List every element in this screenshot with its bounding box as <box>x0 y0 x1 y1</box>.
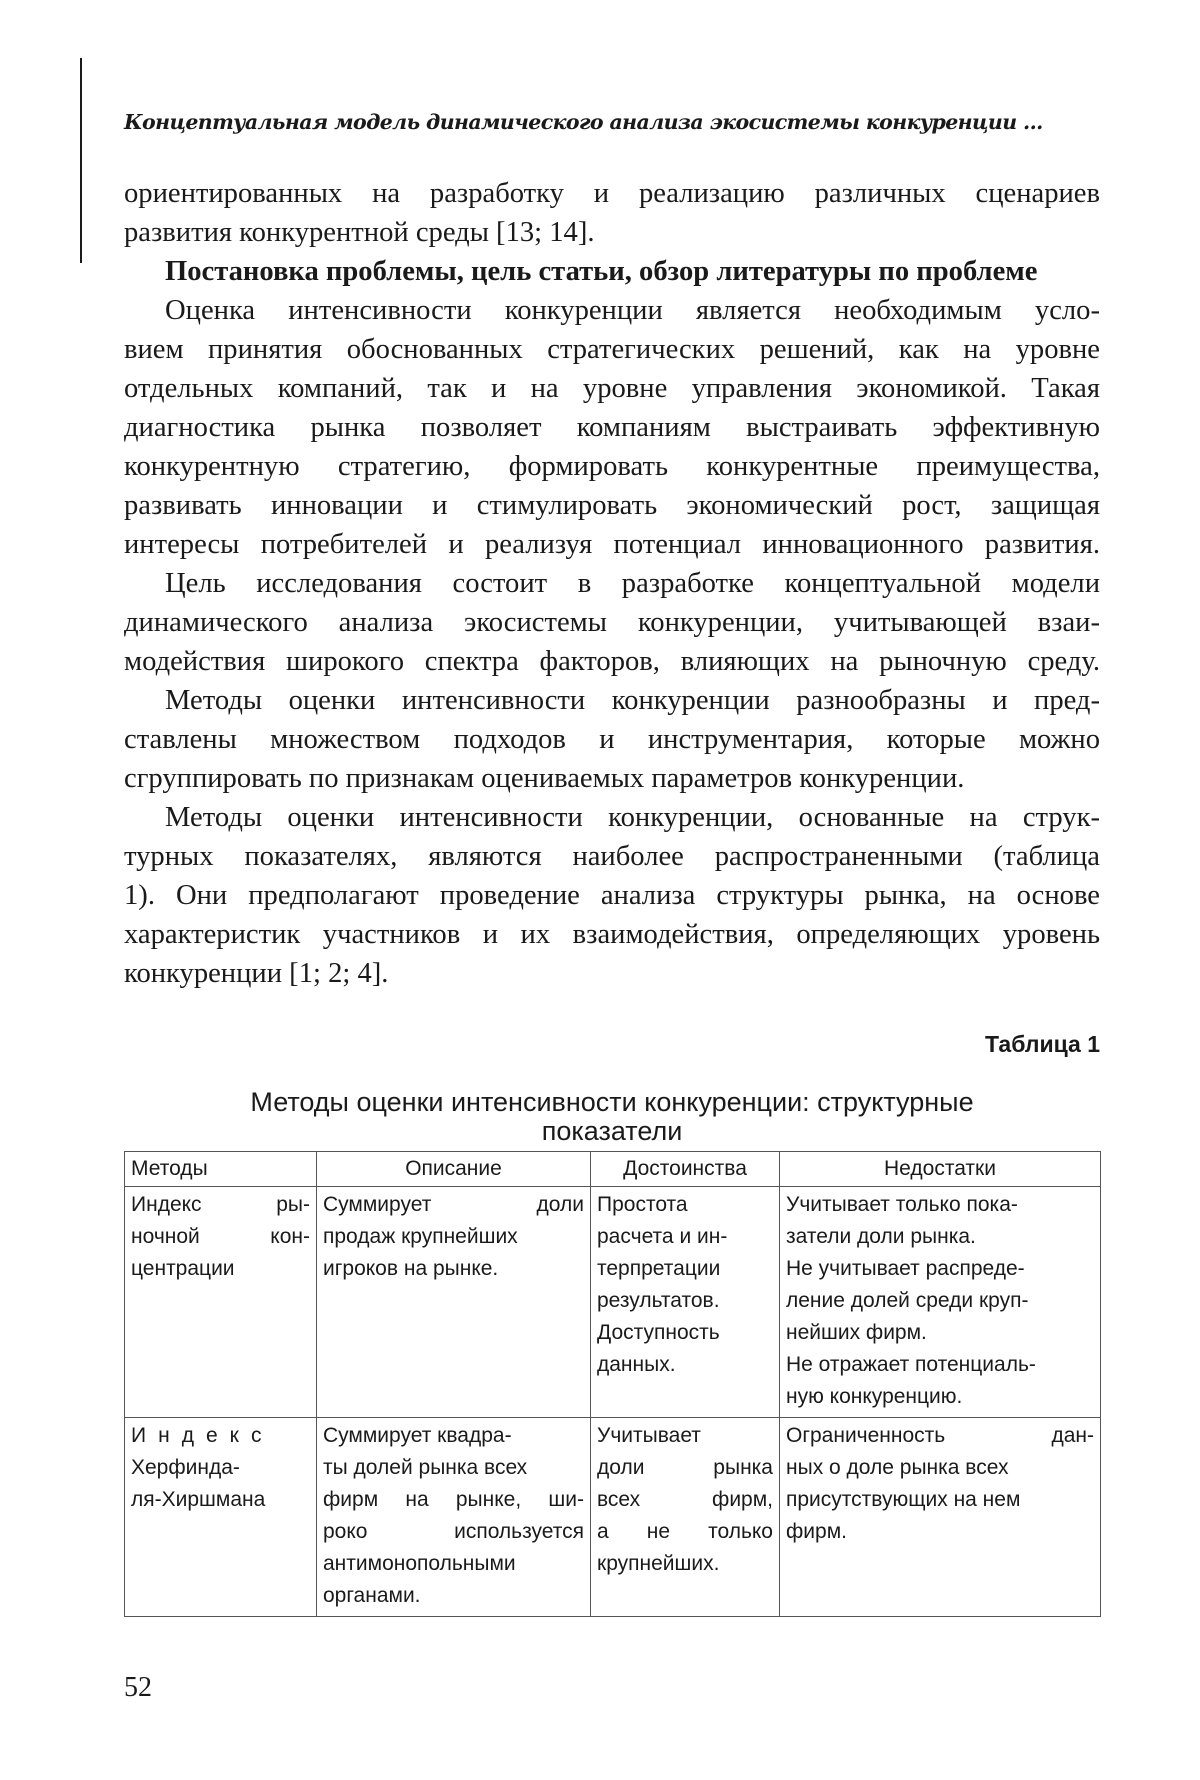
cell-method <box>125 1187 317 1418</box>
cell-line: Херфинда- <box>131 1452 310 1484</box>
cell-line: результатов. <box>597 1285 773 1317</box>
cell-line: фирм. <box>786 1516 1094 1548</box>
cell-line: ля-Хиршмана <box>131 1484 310 1516</box>
cell-line: Индекс ры- <box>131 1189 310 1221</box>
column-header-methods: Методы <box>125 1152 317 1187</box>
cell-line: Не отражает потенциаль- <box>786 1349 1094 1381</box>
cell-disadvantages <box>780 1418 1101 1617</box>
text-line: ставлены множеством подходов и инструментария, которые можно <box>124 720 1100 759</box>
cell-line: присутствующих на нем <box>786 1484 1094 1516</box>
table-header-row <box>125 1152 1101 1187</box>
cell-line: нейших фирм. <box>786 1317 1094 1349</box>
cell-advantages <box>591 1418 780 1617</box>
cell-line: ночной кон- <box>131 1221 310 1253</box>
section-heading: Постановка проблемы, цель статьи, обзор литературы по проблеме <box>124 252 1100 291</box>
cell-line: затели доли рынка. <box>786 1221 1094 1253</box>
cell-line: Не учитывает распреде- <box>786 1253 1094 1285</box>
text-line: Методы оценки интенсивности конкуренции, основанные на струк- <box>124 798 1100 837</box>
text-line: сгруппировать по признакам оцениваемых параметров конкуренции. <box>124 759 1100 798</box>
margin-rule <box>80 58 82 263</box>
cell-line: игроков на рынке. <box>323 1253 584 1285</box>
text-line: модействия широкого спектра факторов, влияющих на рыночную среду. <box>124 642 1100 681</box>
column-header-description: Описание <box>317 1152 591 1187</box>
cell-advantages <box>591 1187 780 1418</box>
cell-line: а не только <box>597 1516 773 1548</box>
cell-disadvantages <box>780 1187 1101 1418</box>
cell-line: антимонопольными <box>323 1548 584 1580</box>
cell-line: Индекс <box>131 1420 310 1452</box>
cell-line: ты долей рынка всех <box>323 1452 584 1484</box>
methods-table <box>124 1151 1101 1617</box>
table-caption <box>124 1088 1100 1146</box>
cell-line: терпретации <box>597 1253 773 1285</box>
cell-line: ную конкуренцию. <box>786 1381 1094 1413</box>
table-row <box>125 1187 1101 1418</box>
cell-line: Суммирует квадра- <box>323 1420 584 1452</box>
text-line: ориентированных на разработку и реализацию различных сценариев <box>124 174 1100 213</box>
text-line: конкурентную стратегию, формировать конкурентные преимущества, <box>124 447 1100 486</box>
page-number: 52 <box>124 1672 152 1704</box>
text-line: Методы оценки интенсивности конкуренции разнообразны и пред- <box>124 681 1100 720</box>
cell-method <box>125 1418 317 1617</box>
cell-line: продаж крупнейших <box>323 1221 584 1253</box>
cell-line: ление долей среди круп- <box>786 1285 1094 1317</box>
table-row <box>125 1418 1101 1617</box>
cell-line: Ограниченность дан- <box>786 1420 1094 1452</box>
cell-line: центрации <box>131 1253 310 1285</box>
cell-line: фирм на рынке, ши- <box>323 1484 584 1516</box>
text-line: развивать инновации и стимулировать экономический рост, защищая <box>124 486 1100 525</box>
cell-line: органами. <box>323 1580 584 1612</box>
text-line: Оценка интенсивности конкуренции является необходимым усло- <box>124 291 1100 330</box>
cell-line: Доступность <box>597 1317 773 1349</box>
text-line: конкуренции [1; 2; 4]. <box>124 954 1100 993</box>
table-label: Таблица 1 <box>985 1031 1100 1058</box>
cell-line: ных о доле рынка всех <box>786 1452 1094 1484</box>
table-caption-line: Методы оценки интенсивности конкуренции: структурные <box>124 1088 1100 1117</box>
body-text <box>124 174 1100 993</box>
cell-line: Простота <box>597 1189 773 1221</box>
text-line: 1). Они предполагают проведение анализа структуры рынка, на основе <box>124 876 1100 915</box>
cell-line: крупнейших. <box>597 1548 773 1580</box>
text-line: характеристик участников и их взаимодействия, определяющих уровень <box>124 915 1100 954</box>
text-line: турных показателях, являются наиболее распространенными (таблица <box>124 837 1100 876</box>
cell-line: Учитывает <box>597 1420 773 1452</box>
text-line: динамического анализа экосистемы конкуренции, учитывающей взаи- <box>124 603 1100 642</box>
table-caption-line: показатели <box>124 1117 1100 1146</box>
text-line: Цель исследования состоит в разработке концептуальной модели <box>124 564 1100 603</box>
column-header-advantages: Достоинства <box>591 1152 780 1187</box>
cell-line: доли рынка <box>597 1452 773 1484</box>
cell-line: Суммирует доли <box>323 1189 584 1221</box>
text-line: отдельных компаний, так и на уровне управления экономикой. Такая <box>124 369 1100 408</box>
cell-line: всех фирм, <box>597 1484 773 1516</box>
cell-description <box>317 1418 591 1617</box>
cell-description <box>317 1187 591 1418</box>
text-line: вием принятия обоснованных стратегических решений, как на уровне <box>124 330 1100 369</box>
cell-line: данных. <box>597 1349 773 1381</box>
cell-line: расчета и ин- <box>597 1221 773 1253</box>
text-line: развития конкурентной среды [13; 14]. <box>124 213 1100 252</box>
column-header-disadvantages: Недостатки <box>780 1152 1101 1187</box>
cell-line: роко используется <box>323 1516 584 1548</box>
text-line: интересы потребителей и реализуя потенциал инновационного развития. <box>124 525 1100 564</box>
cell-line: Учитывает только пока- <box>786 1189 1094 1221</box>
running-header: Концептуальная модель динамического анализа экосистемы конкуренции ... <box>124 110 1100 134</box>
text-line: диагностика рынка позволяет компаниям выстраивать эффективную <box>124 408 1100 447</box>
